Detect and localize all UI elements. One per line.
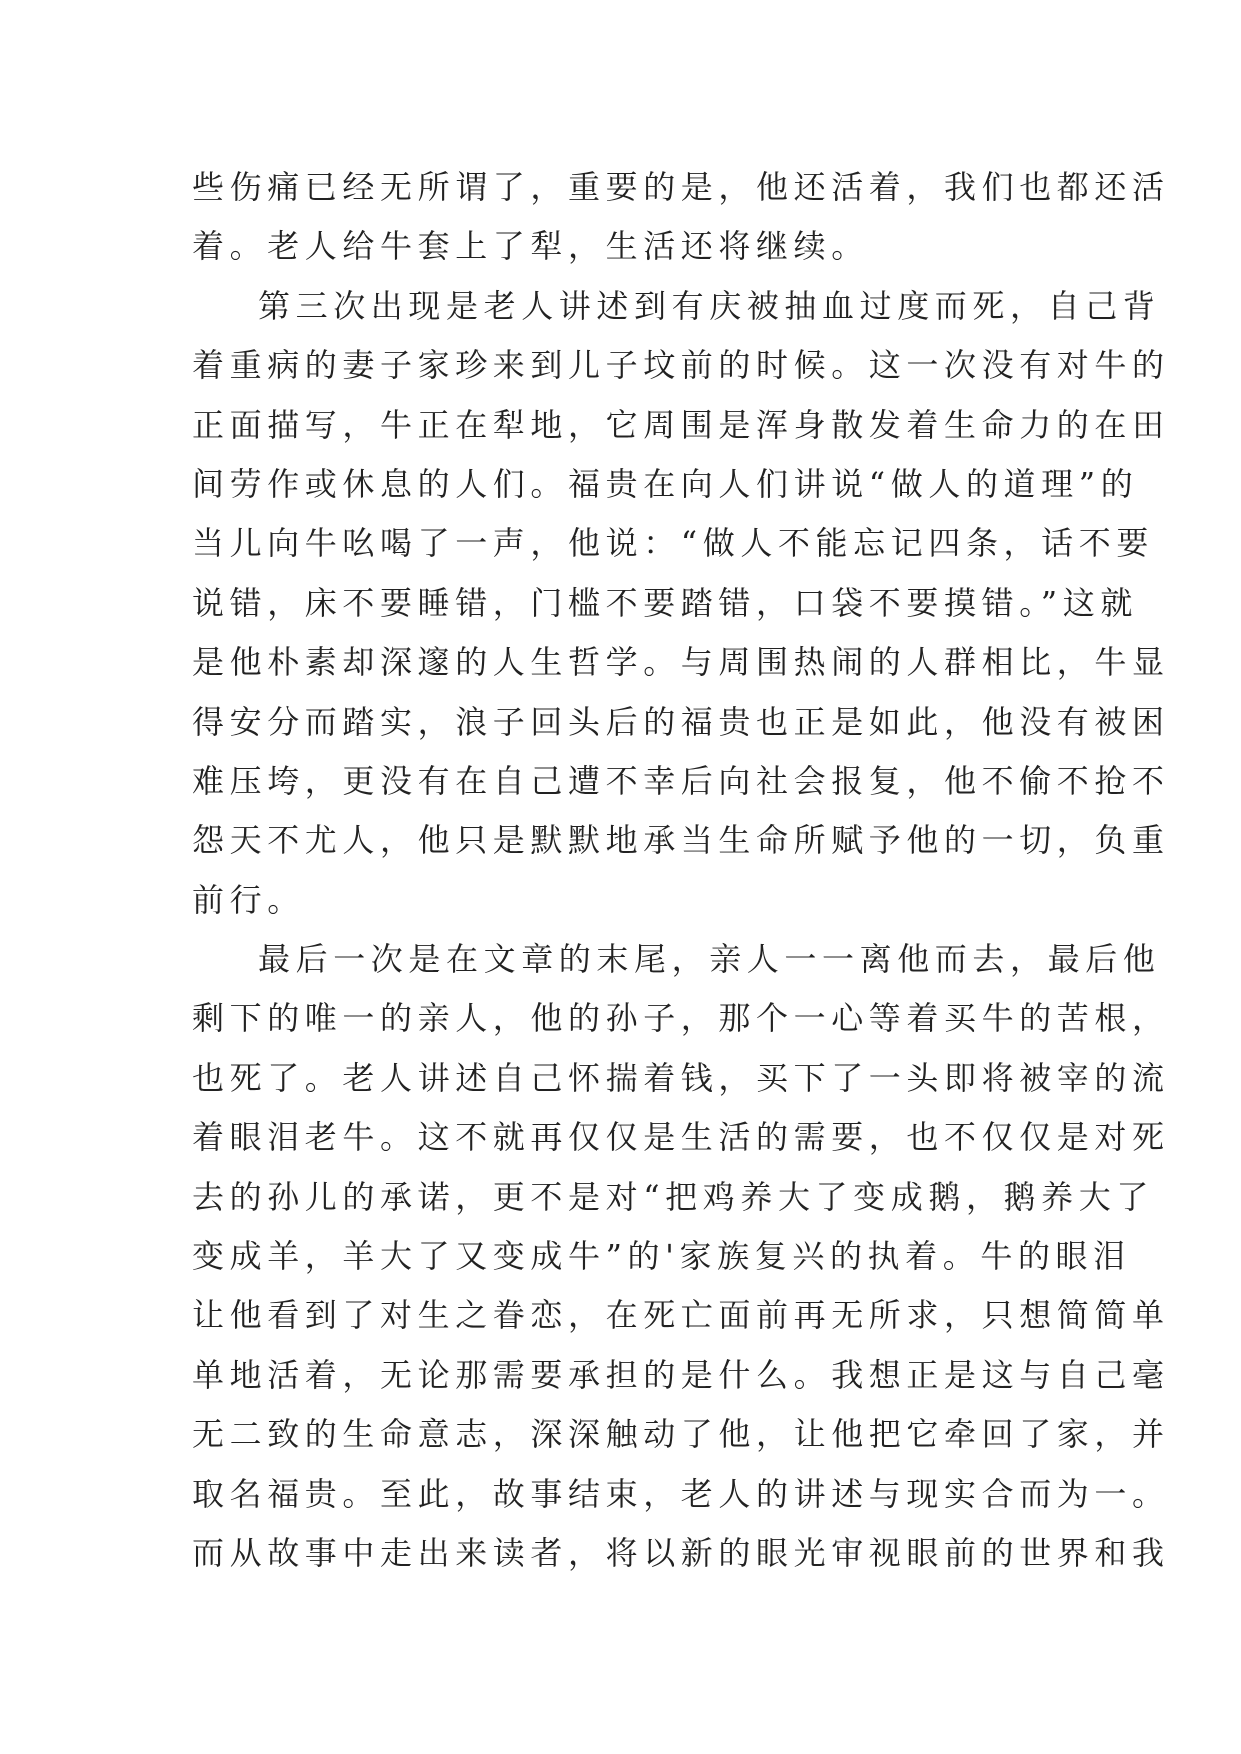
text-line: 最后一次是在文章的末尾，亲人一一离他而去，最后他 [258, 940, 1161, 979]
text-line: 怨天不尤人，他只是默默地承当生命所赋予他的一切，负重 [192, 821, 1170, 860]
text-line: 得安分而踏实，浪子回头后的福贵也正是如此，他没有被困 [192, 702, 1170, 741]
text-line: 正面描写，牛正在犁地，它周围是浑身散发着生命力的在田 [192, 405, 1170, 444]
text-line: 去的孙儿的承诺，更不是对“把鸡养大了变成鹅，鹅养大了 [192, 1177, 1154, 1216]
text-line: 难压垮，更没有在自己遭不幸后向社会报复，他不偷不抢不 [192, 761, 1170, 800]
text-line: 着眼泪老牛。这不就再仅仅是生活的需要，也不仅仅是对死 [192, 1118, 1170, 1157]
text-line: 当儿向牛吆喝了一声，他说：“做人不能忘记四条，话不要 [192, 524, 1154, 563]
text-line: 剩下的唯一的亲人，他的孙子，那个一心等着买牛的苦根， [192, 999, 1170, 1038]
text-line: 着重病的妻子家珍来到儿子坟前的时候。这一次没有对牛的 [192, 346, 1170, 385]
text-line: 变成羊，羊大了又变成牛”的'家族复兴的执着。牛的眼泪 [192, 1237, 1131, 1276]
text-line: 第三次出现是老人讲述到有庆被抽血过度而死，自己背 [258, 286, 1161, 325]
text-line: 着。老人给牛套上了犁，生活还将继续。 [192, 227, 869, 266]
text-line: 是他朴素却深邃的人生哲学。与周围热闹的人群相比，牛显 [192, 643, 1170, 682]
text-line: 让他看到了对生之眷恋，在死亡面前再无所求，只想简简单 [192, 1296, 1170, 1335]
text-line: 些伤痛已经无所谓了，重要的是，他还活着，我们也都还活 [192, 168, 1170, 206]
body-text [192, 158, 1170, 1583]
text-line: 说错，床不要睡错，门槛不要踏错，口袋不要摸错。”这就 [192, 583, 1138, 622]
text-line: 取名福贵。至此，故事结束，老人的讲述与现实合而为一。 [192, 1474, 1170, 1513]
text-line: 无二致的生命意志，深深触动了他，让他把它牵回了家，并 [192, 1415, 1170, 1454]
text-line: 前行。 [192, 880, 305, 919]
text-line: 而从故事中走出来读者，将以新的眼光审视眼前的世界和我 [192, 1533, 1170, 1572]
text-line: 单地活着，无论那需要承担的是什么。我想正是这与自己毫 [192, 1355, 1170, 1394]
text-line: 间劳作或休息的人们。福贵在向人们讲说“做人的道理”的 [192, 464, 1139, 503]
text-line: 也死了。老人讲述自己怀揣着钱，买下了一头即将被宰的流 [192, 1058, 1170, 1097]
